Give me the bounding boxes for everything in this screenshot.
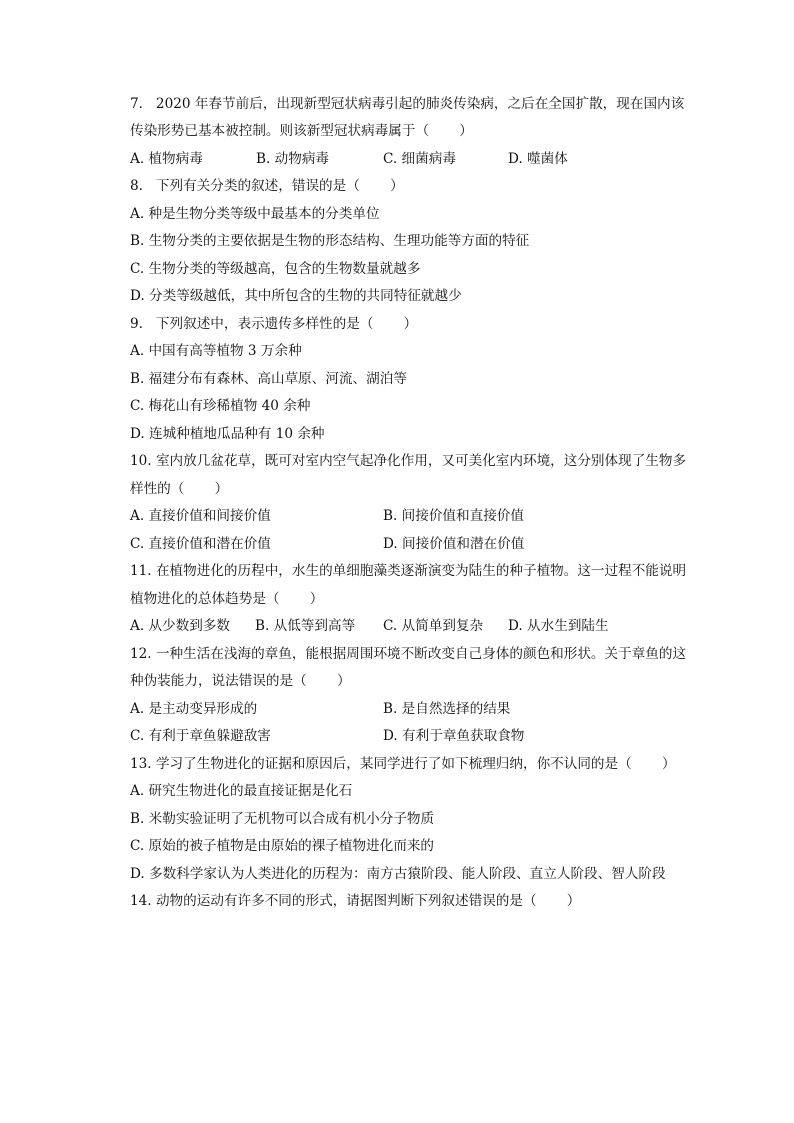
question-12-option-b: B. 是自然选择的结果 bbox=[383, 701, 511, 717]
question-11-option-d: D. 从水生到陆生 bbox=[508, 618, 609, 634]
question-10-stem-line2: 样性的（ ） bbox=[130, 481, 229, 497]
question-8-option-b: B. 生物分类的主要依据是生物的形态结构、生理功能等方面的特征 bbox=[130, 233, 530, 249]
question-11-stem-line2: 植物进化的总体趋势是（ ） bbox=[130, 591, 324, 607]
question-13-option-a: A. 研究生物进化的最直接证据是化石 bbox=[130, 783, 353, 799]
question-13-option-b: B. 米勒实验证明了无机物可以合成有机小分子物质 bbox=[130, 811, 435, 827]
question-7-option-d: D. 噬菌体 bbox=[508, 151, 568, 167]
question-8-option-c: C. 生物分类的等级越高，包含的生物数量就越多 bbox=[130, 261, 421, 277]
question-14-stem: 14. 动物的运动有许多不同的形式，请据图判断下列叙述错误的是（ ） bbox=[130, 893, 581, 909]
question-11-option-a: A. 从少数到多数 bbox=[130, 618, 231, 634]
question-11-option-b: B. 从低等到高等 bbox=[255, 618, 356, 634]
question-9-stem: 9. 下列叙述中，表示遗传多样性的是（ ） bbox=[130, 316, 418, 332]
question-11-option-c: C. 从简单到复杂 bbox=[383, 618, 484, 634]
question-13-stem: 13. 学习了生物进化的证据和原因后，某同学进行了如下梳理归纳，你不认同的是（ ） bbox=[130, 756, 676, 772]
question-7-stem-line1: 7. 2020 年春节前后，出现新型冠状病毒引起的肺炎传染病，之后在全国扩散，现在国内该 bbox=[130, 96, 685, 112]
question-9-option-b: B. 福建分布有森林、高山草原、河流、湖泊等 bbox=[130, 371, 407, 387]
question-7-option-b: B. 动物病毒 bbox=[256, 151, 330, 167]
question-8-option-d: D. 分类等级越低，其中所包含的生物的共同特征就越少 bbox=[130, 288, 462, 304]
question-7-option-a: A. 植物病毒 bbox=[130, 151, 203, 167]
question-13-option-d: D. 多数科学家认为人类进化的历程为：南方古猿阶段、能人阶段、直立人阶段、智人阶段 bbox=[130, 866, 666, 882]
question-11-stem-line1: 11. 在植物进化的历程中，水生的单细胞藻类逐渐演变为陆生的种子植物。这一过程不能说明 bbox=[130, 563, 687, 579]
question-8-stem: 8. 下列有关分类的叙述，错误的是（ ） bbox=[130, 178, 404, 194]
question-9-option-a: A. 中国有高等植物 3 万余种 bbox=[130, 343, 302, 359]
question-8-option-a: A. 种是生物分类等级中最基本的分类单位 bbox=[130, 206, 380, 222]
question-7-stem-line2: 传染形势已基本被控制。则该新型冠状病毒属于（ ） bbox=[130, 123, 473, 139]
question-10-option-c: C. 直接价值和潜在价值 bbox=[130, 536, 271, 552]
question-12-stem-line2: 种伪装能力，说法错误的是（ ） bbox=[130, 673, 351, 689]
question-10-option-b: B. 间接价值和直接价值 bbox=[383, 508, 524, 524]
question-10-option-d: D. 间接价值和潜在价值 bbox=[383, 536, 525, 552]
question-9-option-c: C. 梅花山有珍稀植物 40 余种 bbox=[130, 398, 311, 414]
question-7-option-c: C. 细菌病毒 bbox=[383, 151, 456, 167]
question-12-option-a: A. 是主动变异形成的 bbox=[130, 701, 258, 717]
question-12-option-d: D. 有利于章鱼获取食物 bbox=[383, 728, 525, 744]
question-10-option-a: A. 直接价值和间接价值 bbox=[130, 508, 271, 524]
question-12-option-c: C. 有利于章鱼躲避敌害 bbox=[130, 728, 271, 744]
question-9-option-d: D. 连城种植地瓜品种有 10 余种 bbox=[130, 426, 325, 442]
question-13-option-c: C. 原始的被子植物是由原始的裸子植物进化而来的 bbox=[130, 838, 435, 854]
question-12-stem-line1: 12. 一种生活在浅海的章鱼，能根据周围环境不断改变自己身体的颜色和形状。关于章鱼的这 bbox=[130, 646, 687, 662]
question-10-stem-line1: 10. 室内放几盆花草，既可对室内空气起净化作用，又可美化室内环境，这分别体现了生物多 bbox=[130, 453, 687, 469]
